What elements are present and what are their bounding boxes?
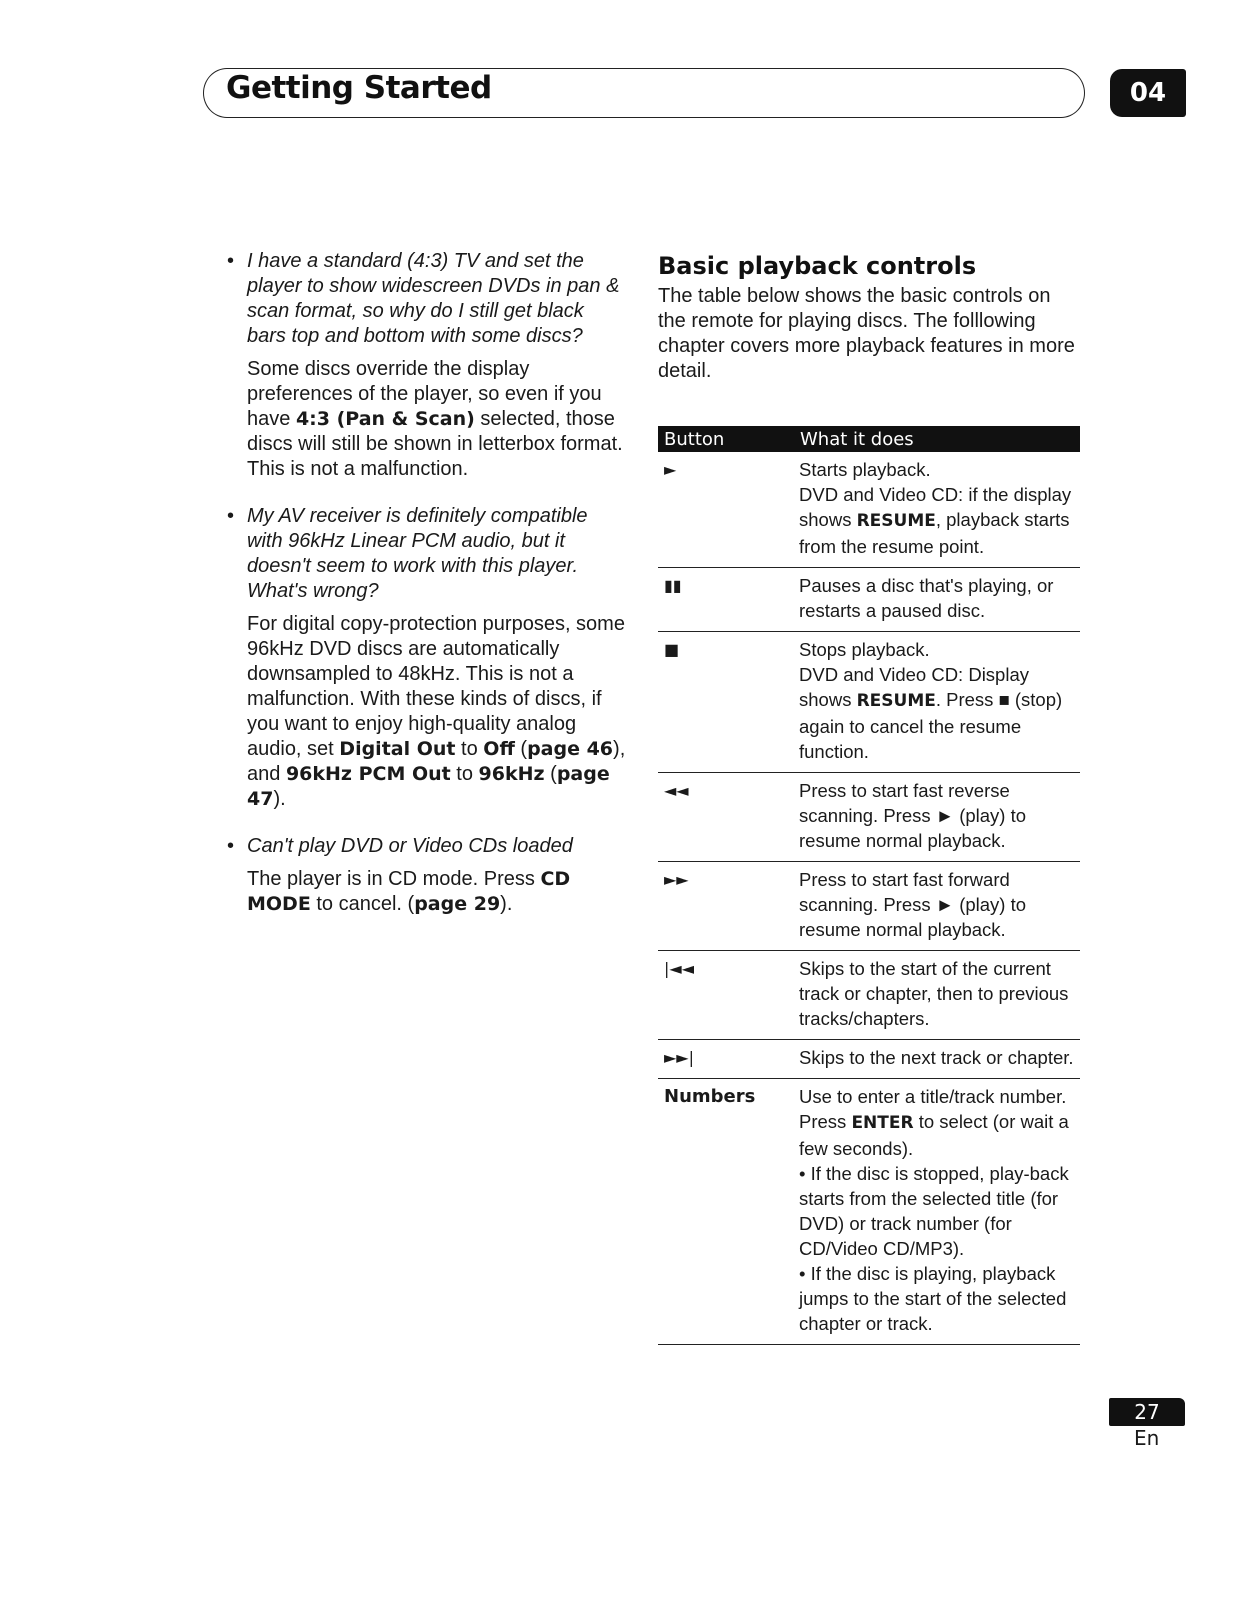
chapter-number-badge: 04 xyxy=(1110,69,1186,117)
control-description-cell: Use to enter a title/track number. Press ENTER to select (or wait a few seconds). • If the disc is stopped, play-back starts from the selected title (for DVD) or track number (for CD/Video CD/MP3). • If the disc is playing, playback jumps to the start of the selected chapter or track. xyxy=(799,1086,1069,1334)
column-header-what-it-does: What it does xyxy=(800,428,914,450)
faq-answer: Some discs override the display preferences of the player, so even if you have 4:3 (Pan & Scan) selected, those discs will still be shown in letterbox format. This is not a malfunction. xyxy=(247,358,623,480)
faq-item xyxy=(227,834,627,917)
page-language: En xyxy=(1134,1426,1160,1450)
control-description-cell: Pauses a disc that's playing, or restarts a paused disc. xyxy=(799,575,1054,621)
control-description-cell: Press to start fast forward scanning. Press ► (play) to resume normal playback. xyxy=(799,869,1027,940)
table-row xyxy=(658,773,1080,862)
page-number: 27 xyxy=(1109,1398,1185,1426)
bullet: • xyxy=(227,250,235,272)
table-row xyxy=(658,452,1080,568)
column-header-button: Button xyxy=(664,428,725,450)
table-header xyxy=(658,426,1080,452)
control-description-cell: Press to start fast reverse scanning. Press ► (play) to resume normal playback. xyxy=(799,780,1027,851)
playback-controls-section xyxy=(658,252,1083,384)
bullet: • xyxy=(227,505,235,527)
section-intro: The table below shows the basic controls on the remote for playing discs. The folllowing chapter covers more playback features in more detail. xyxy=(658,285,1075,382)
control-button-cell: Numbers xyxy=(664,1086,756,1107)
chapter-title: Getting Started xyxy=(226,70,492,106)
control-description-cell: Skips to the start of the current track or chapter, then to previous tracks/chapters. xyxy=(799,958,1069,1029)
control-button-cell: ►►| xyxy=(664,1048,694,1067)
control-button-cell: |◄◄ xyxy=(664,959,694,978)
faq-item xyxy=(227,504,627,812)
table-body xyxy=(658,452,1080,1345)
control-button-cell: ◄◄ xyxy=(664,781,689,800)
troubleshooting-faq xyxy=(227,249,627,939)
control-button-cell: ▮▮ xyxy=(664,576,682,595)
section-heading: Basic playback controls xyxy=(658,252,977,280)
faq-answer: For digital copy-protection purposes, some 96kHz DVD discs are automatically downsampled to 48kHz. This is not a malfunction. With these kinds of discs, if you want to enjoy high-quality analog audio, set Digital Out to Off (page 46), and 96kHz PCM Out to 96kHz (page 47). xyxy=(247,613,626,810)
playback-controls-table xyxy=(658,426,1080,1345)
table-row xyxy=(658,862,1080,951)
control-button-cell: ►► xyxy=(664,870,689,889)
control-button-cell: ■ xyxy=(664,640,680,659)
faq-answer: The player is in CD mode. Press CD MODE to cancel. (page 29). xyxy=(247,868,571,915)
control-button-cell: ► xyxy=(664,460,677,479)
bullet: • xyxy=(227,835,235,857)
table-row xyxy=(658,632,1080,773)
control-description-cell: Starts playback. DVD and Video CD: if the display shows RESUME, playback starts from the resume point. xyxy=(799,459,1072,557)
table-row xyxy=(658,1079,1080,1345)
table-row xyxy=(658,568,1080,632)
faq-question: I have a standard (4:3) TV and set the player to show widescreen DVDs in pan & scan format, so why do I still get black bars top and bottom with some discs? xyxy=(247,250,620,347)
control-description-cell: Skips to the next track or chapter. xyxy=(799,1047,1074,1068)
table-row xyxy=(658,1040,1080,1079)
faq-question: My AV receiver is definitely compatible with 96kHz Linear PCM audio, but it doesn't seem to work with this player. What's wrong? xyxy=(247,505,588,602)
control-description-cell: Stops playback. DVD and Video CD: Display shows RESUME. Press ■ (stop) again to cancel the resume function. xyxy=(799,639,1063,762)
table-row xyxy=(658,951,1080,1040)
faq-question: Can't play DVD or Video CDs loaded xyxy=(247,835,573,857)
faq-item xyxy=(227,249,627,482)
